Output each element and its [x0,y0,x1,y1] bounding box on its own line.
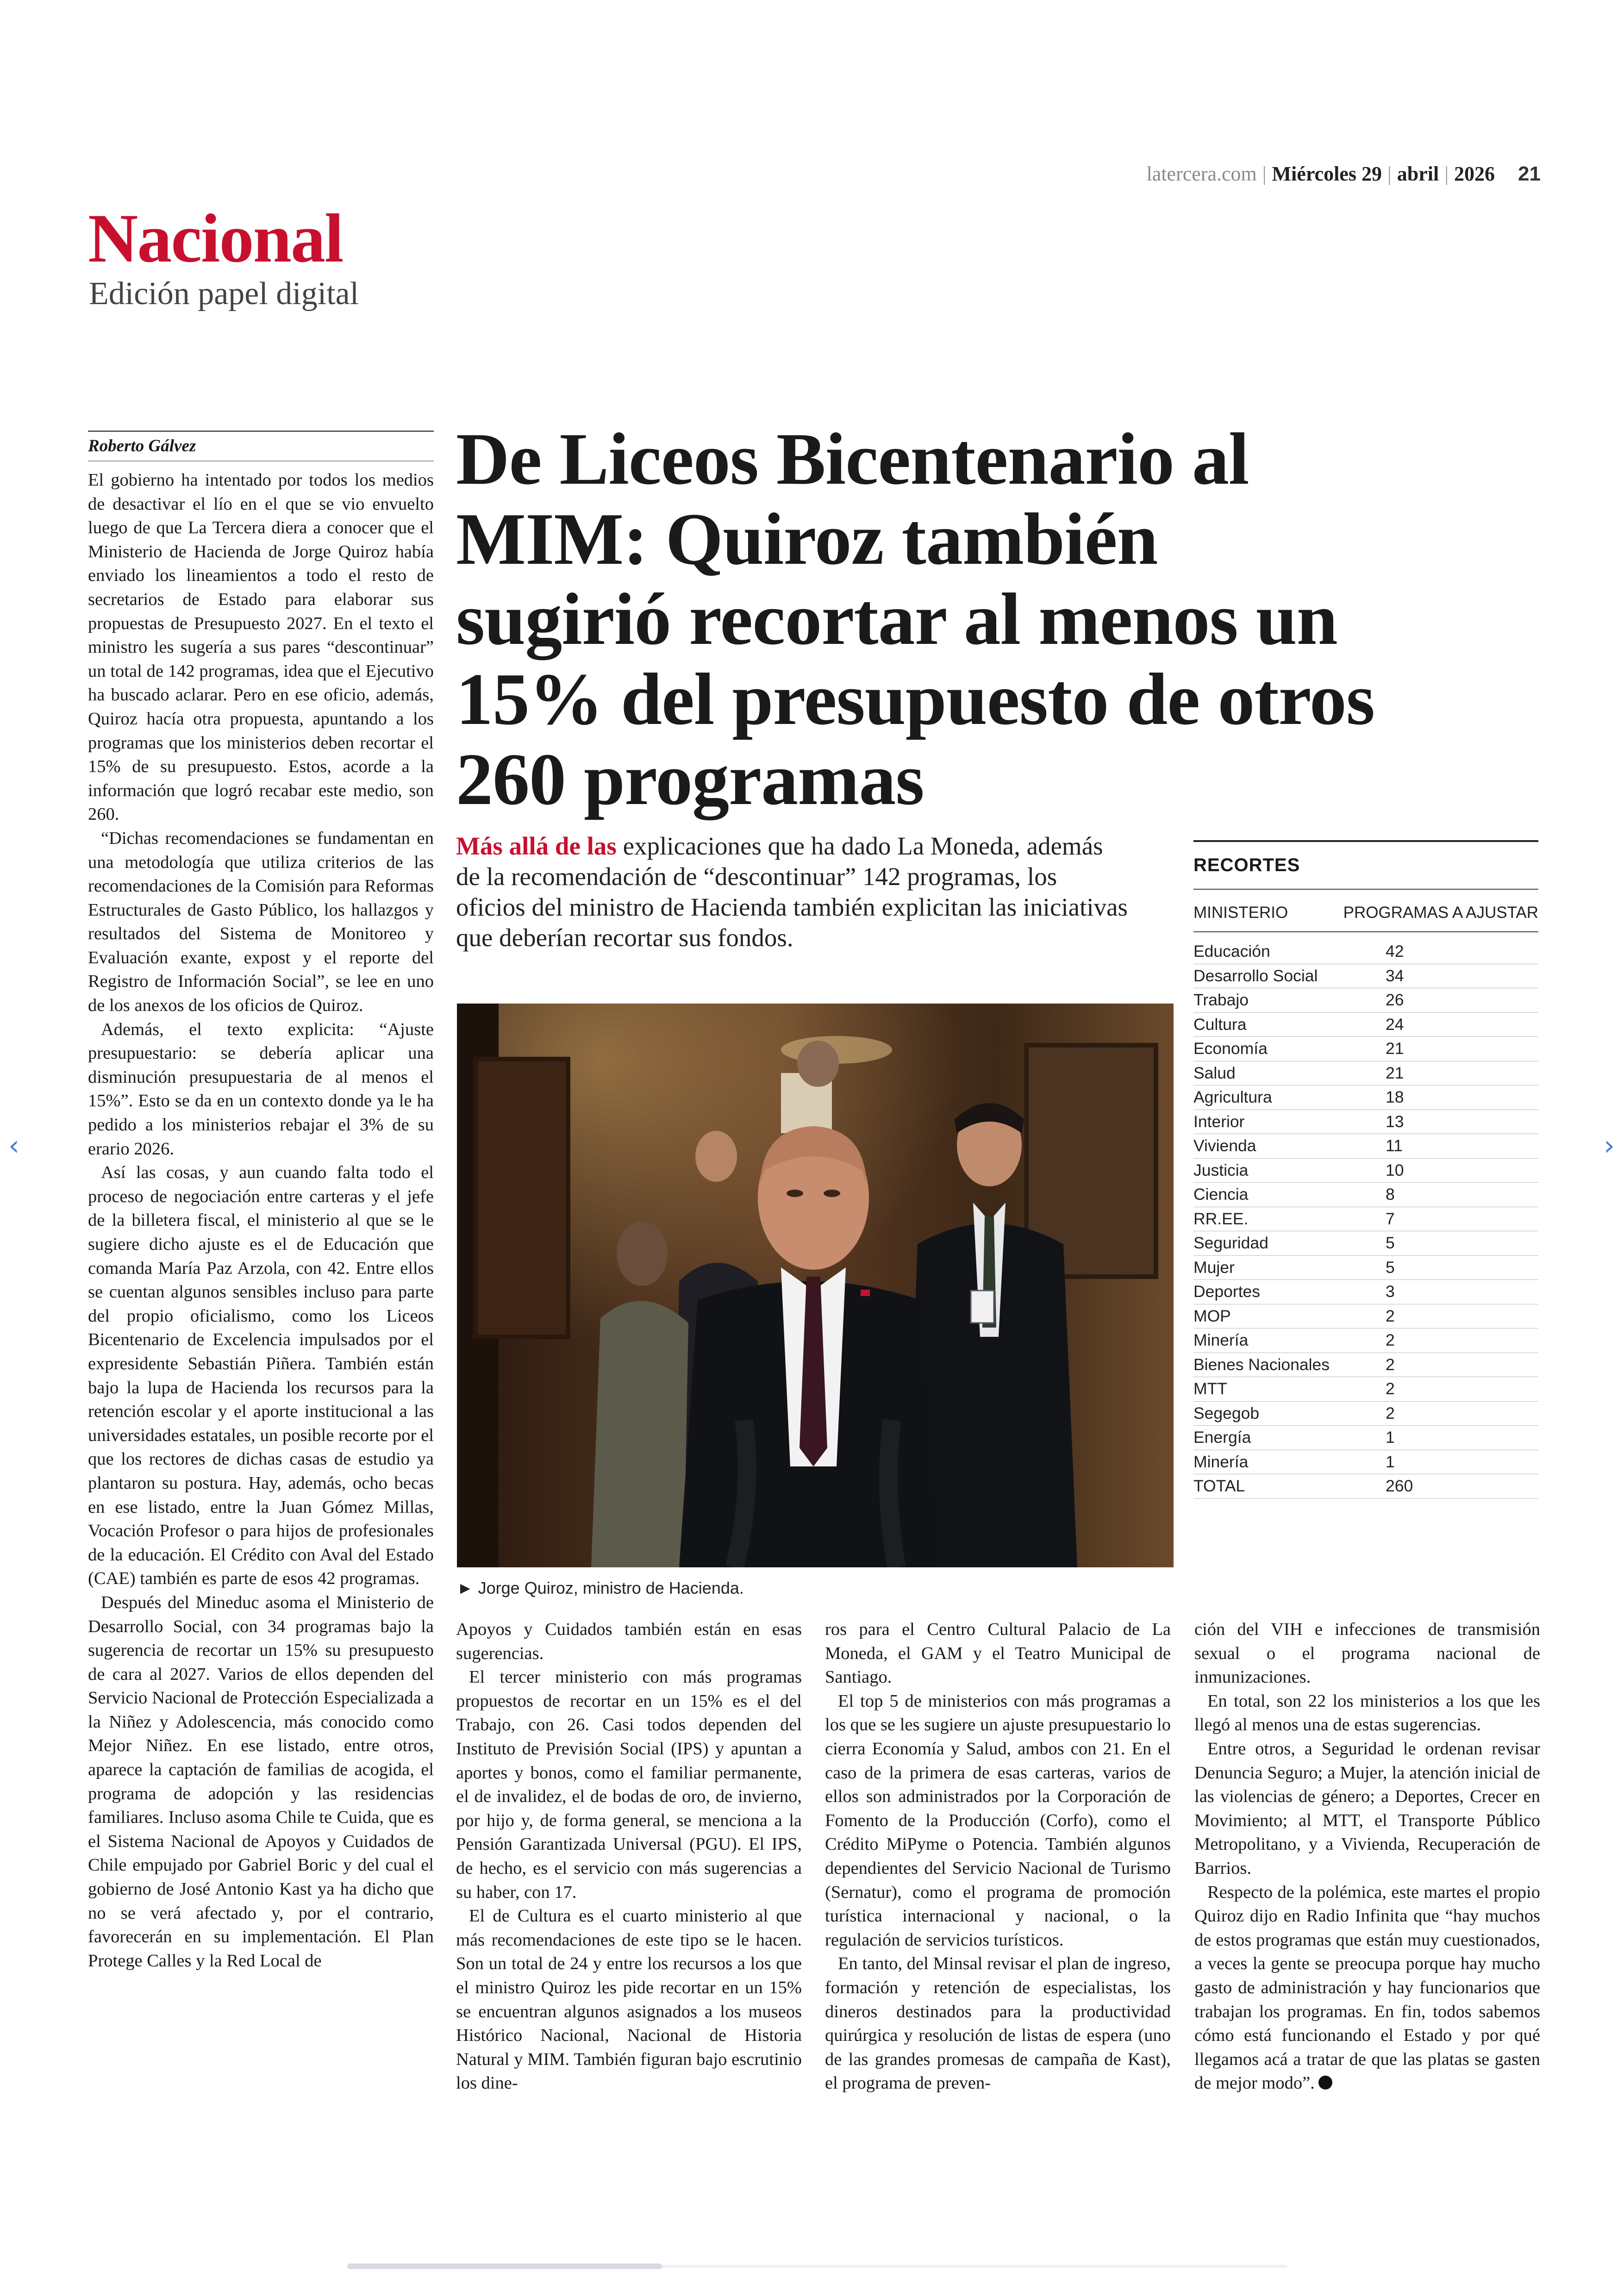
article-column-4 [1194,1618,1540,2095]
article-column-3 [825,1618,1171,2095]
table-cell-programas: 2 [1386,1403,1395,1422]
table-top-rule [1193,840,1538,842]
article-column-1 [88,468,434,1973]
table-cell-ministerio: MOP [1193,1306,1231,1325]
chevron-left-icon[interactable]: ‹ [8,1129,19,1162]
table-title-rule [1193,889,1538,890]
table-cell-programas: 260 [1386,1477,1413,1496]
table-cell-ministerio: Economía [1193,1039,1268,1058]
article-column-2 [456,1618,802,2095]
table-cell-programas: 3 [1386,1282,1395,1301]
table-cell-ministerio: RR.EE. [1193,1209,1249,1228]
paragraph: Después del Mineduc asoma el Ministerio de Desarrollo Social, con 34 programas bajo la sugerencia de recortar un 15% su presupuesto de cara al 2027. Varios de ellos dependen del Servicio Nacional de Protección Especializada a la Niñez y Adolescencia, más conocido como Mejor Niñez. En ese listado, entre otros, aparece la captación de familias de acogida, el programa de adopción y las residencias familiares. Incluso asoma Chile te Cuida, que es el Sistema Nacional de Apoyos y Cuidados de Chile empujado por Gabriel Boric y del cual el gobierno de José Antonio Kast ya ha dicho que no se verá afectado y, por el contrario, favorecerán en su implementación. El Plan Protege Calles y la Red Local de [88,1592,434,1971]
table-cell-ministerio: Trabajo [1193,991,1249,1010]
table-row [1193,1304,1538,1329]
page-header: latercera.com | Miércoles 29 | abril | 2026 21 [1146,162,1541,185]
table-cell-ministerio: Educación [1193,942,1270,961]
table-cell-ministerio: Mujer [1193,1258,1235,1277]
table-cell-ministerio: MTT [1193,1379,1227,1398]
table-row [1193,1013,1538,1037]
date-year: 2026 [1454,162,1495,185]
photo-jorge-quiroz [457,1004,1174,1567]
paragraph [1194,1881,1540,2095]
table-cell-programas: 21 [1386,1063,1404,1082]
table-cell-programas: 7 [1386,1209,1395,1228]
table-cell-ministerio: Interior [1193,1112,1245,1131]
paragraph-text: Respecto de la polémica, este martes el propio Quiroz dijo en Radio Infinita que “hay muchos de estos programas que están muy cuestionados, a veces la gente se preocupa porque hay mucho gasto de administración y hay funcionarios que trabajan los programas. En fin, todos sabemos cómo está funcionando el Estado y por qué llegamos acá a tratar de que las platas se gasten de mejor modo”. [1194,1882,1540,2093]
paragraph: ros para el Centro Cultural Palacio de La Moneda, el GAM y el Teatro Municipal de Santiago. [825,1620,1171,1687]
table-row [1193,940,1538,964]
paragraph: Además, el texto explicita: “Ajuste presupuestario: se debería aplicar una disminución presupuestaria de al menos el 15%”. Esto se da en un contexto donde ya le ha pedido a los ministerios rebajar el 3% de su erario 2026. [88,1019,434,1159]
table-cell-programas: 5 [1386,1234,1395,1253]
table-row [1193,1134,1538,1159]
table-cell-programas: 2 [1386,1331,1395,1350]
paragraph: En tanto, del Minsal revisar el plan de ingreso, formación y retención de especialistas, los dineros destinados para la productividad quirúrgica y resolución de listas de espera (uno de las grandes promesas de campaña de Kast), el programa de preven- [825,1954,1171,2093]
table-cell-ministerio: Vivienda [1193,1136,1256,1155]
table-cell-ministerio: Deportes [1193,1282,1261,1301]
table-row [1193,1353,1538,1378]
table-header [1193,904,1538,922]
table-cell-ministerio: Agricultura [1193,1088,1272,1107]
table-cell-ministerio: Salud [1193,1063,1236,1082]
table-cell-ministerio: Bienes Nacionales [1193,1355,1330,1374]
paragraph: El gobierno ha intentado por todos los medios de desactivar el lío en el que se vio envuelto luego de que La Tercera diera a conocer que el Ministerio de Hacienda de Jorge Quiroz había enviado los lineamientos a todo el resto de secretarios de Estado para elaborar sus propuestas de Presupuesto 2027. En el texto el ministro les sugería a sus pares “descontinuar” un total de 142 programas, idea que el Ejecutivo ha buscado aclarar. Pero en ese oficio, además, Quiroz hacía otra propuesta, apuntando a los programas que los ministerios deben recortar el 15% de su presupuesto. Estos, acorde a la información que logró recabar este medio, son 260. [88,470,434,824]
table-cell-programas: 1 [1386,1452,1395,1471]
table-row [1193,1402,1538,1426]
table-row [1193,1061,1538,1086]
dek-text: explicaciones que ha dado La Moneda, además de la recomendación de “descontinuar” 142 programas, los oficios del ministro de Hacienda también explicitan las iniciativas que deberían recortar sus fondos. [456,832,1128,952]
table-row [1193,1183,1538,1207]
photo-caption: ► Jorge Quiroz, ministro de Hacienda. [457,1578,744,1597]
date-day: Miércoles 29 [1272,162,1382,185]
table-cell-ministerio: Segegob [1193,1403,1260,1422]
table-row [1193,1256,1538,1280]
headline: De Liceos Bicentenario al MIM: Quiroz también sugirió recortar al menos un 15% del presupuesto de otros 260 programas [456,418,1375,820]
table-cell-ministerio: Energía [1193,1428,1251,1447]
table-cell-programas: 8 [1386,1185,1395,1204]
scrollbar-thumb[interactable] [347,2264,662,2269]
table-body [1193,940,1538,1499]
table-row [1193,1450,1538,1475]
recortes-table [1193,840,1538,1499]
table-cell-programas: 1 [1386,1428,1395,1447]
table-cell-programas: 42 [1386,942,1404,961]
table-cell-ministerio: Cultura [1193,1015,1247,1034]
table-cell-programas: 2 [1386,1306,1395,1325]
section-title: Nacional [88,200,343,277]
paragraph: El top 5 de ministerios con más programas a los que se les sugiere un ajuste presupuestario lo cierra Economía y Salud, ambos con 21. En el caso de la primera de esas carteras, varios de ellos son administrados por la Corporación de Fomento de la Producción (Corfo), como el Crédito MiPyme o Potencia. También algunos dependientes del Servicio Nacional de Turismo (Sernatur), como el programa de promoción turística internacional y nacional, o la regulación de servicios turísticos. [825,1691,1171,1950]
site-name[interactable]: latercera.com [1146,162,1257,185]
paragraph: El tercer ministerio con más programas propuestos de recortar en un 15% es el del Trabajo, con 26. Casi todos dependen del Instituto de Previsión Social (IPS) y apuntan a aportes y bonos, como el familiar permanente, el de invalidez, el de bodas de oro, de invierno, por hijo y, de forma general, se menciona a la Pensión Garantizada Universal (PGU). El IPS, de hecho, es el servicio con más sugerencias a su haber, con 17. [456,1667,802,1902]
section-subtitle: Edición papel digital [89,276,359,312]
paragraph: Apoyos y Cuidados también están en esas sugerencias. [456,1620,802,1663]
table-cell-programas: 18 [1386,1088,1404,1107]
table-cell-programas: 5 [1386,1258,1395,1277]
paragraph: En total, son 22 los ministerios a los que les llegó al menos una de estas sugerencias. [1194,1691,1540,1735]
dek [456,831,1132,953]
date-month: abril [1397,162,1439,185]
table-cell-programas: 24 [1386,1015,1404,1034]
table-cell-programas: 21 [1386,1039,1404,1058]
table-cell-programas: 11 [1386,1136,1403,1155]
table-header-ministerio: MINISTERIO [1193,904,1288,922]
paragraph: “Dichas recomendaciones se fundamentan en una metodología que utiliza criterios de las recomendaciones de la Comisión para Reformas Estructurales de Gasto Público, los hallazgos y resultados del Sistema de Monitoreo y Evaluación exante, expost y el reporte del Registro de Información Social”, se lee en uno de los anexos de los oficios de Quiroz. [88,828,434,1016]
byline: Roberto Gálvez [88,437,196,455]
table-cell-ministerio: Minería [1193,1452,1249,1471]
paragraph: Entre otros, a Seguridad le ordenan revisar Denuncia Seguro; a Mujer, la atención inicial de las violencias de género; a Deportes, Crecer en Movimiento; al MTT, el Transporte Público Metropolitano, y a Vivienda, Recuperación de Barrios. [1194,1739,1540,1878]
table-row [1193,1085,1538,1110]
table-cell-ministerio: Seguridad [1193,1234,1268,1253]
table-cell-ministerio: TOTAL [1193,1477,1245,1496]
table-row [1193,1231,1538,1256]
paragraph: ción del VIH e infecciones de transmisión sexual o el programa nacional de inmunizaciones. [1194,1620,1540,1687]
table-row [1193,1328,1538,1353]
table-cell-ministerio: Justicia [1193,1160,1249,1179]
end-mark-icon [1318,2076,1332,2089]
table-row [1193,988,1538,1013]
table-cell-programas: 10 [1386,1160,1404,1179]
byline-top-rule [88,430,434,432]
table-row [1193,1037,1538,1061]
table-cell-programas: 2 [1386,1355,1395,1374]
table-header-programas: PROGRAMAS A AJUSTAR [1343,904,1538,922]
chevron-right-icon[interactable]: › [1604,1129,1615,1162]
table-cell-ministerio: Desarrollo Social [1193,966,1318,985]
table-cell-ministerio: Minería [1193,1331,1249,1350]
table-cell-programas: 13 [1386,1112,1404,1131]
table-cell-programas: 2 [1386,1379,1395,1398]
table-row [1193,1280,1538,1304]
table-row [1193,964,1538,989]
paragraph: Así las cosas, y aun cuando falta todo el proceso de negociación entre carteras y el jefe de la billetera fiscal, el ministerio al que se le sugiere dicho ajuste es el de Educación que comanda María Paz Arzola, con 42. Entre ellos se cuentan algunos sensibles incluso para parte del propio oficialismo, como los Liceos Bicentenario de Excelencia impulsados por el expresidente Sebastián Piñera. También están bajo la lupa de Hacienda los recursos para la retención escolar y el aporte institucional a las universidades estatales, un posible recorte por el que los rectores de dichas casas de estudio ya plantaron su postura. Hay, además, ocho becas en ese listado, entre la Juan Gómez Millas, Vocación Profesor o para hijos de profesionales de la educación. El Crédito con Aval del Estado (CAE) también es parte de esos 42 programas. [88,1163,434,1589]
table-row [1193,1377,1538,1402]
table-title: RECORTES [1193,855,1300,875]
table-header-rule [1193,931,1538,932]
dek-lead: Más allá de las [456,832,617,860]
table-row [1193,1426,1538,1450]
table-row [1193,1159,1538,1183]
table-row [1193,1110,1538,1135]
page-number: 21 [1518,162,1541,185]
table-cell-ministerio: Ciencia [1193,1185,1249,1204]
paragraph: El de Cultura es el cuarto ministerio al que más recomendaciones de este tipo se le hacen. Son un total de 24 y entre los recursos a los que el ministro Quiroz les pide recortar en un 15% se encuentran algunos asignados a los museos Histórico Nacional, Nacional de Historia Natural y MIM. También figuran bajo escrutinio los dine- [456,1906,802,2093]
table-row [1193,1207,1538,1232]
table-row [1193,1474,1538,1499]
table-cell-programas: 34 [1386,966,1404,985]
table-cell-programas: 26 [1386,991,1404,1010]
